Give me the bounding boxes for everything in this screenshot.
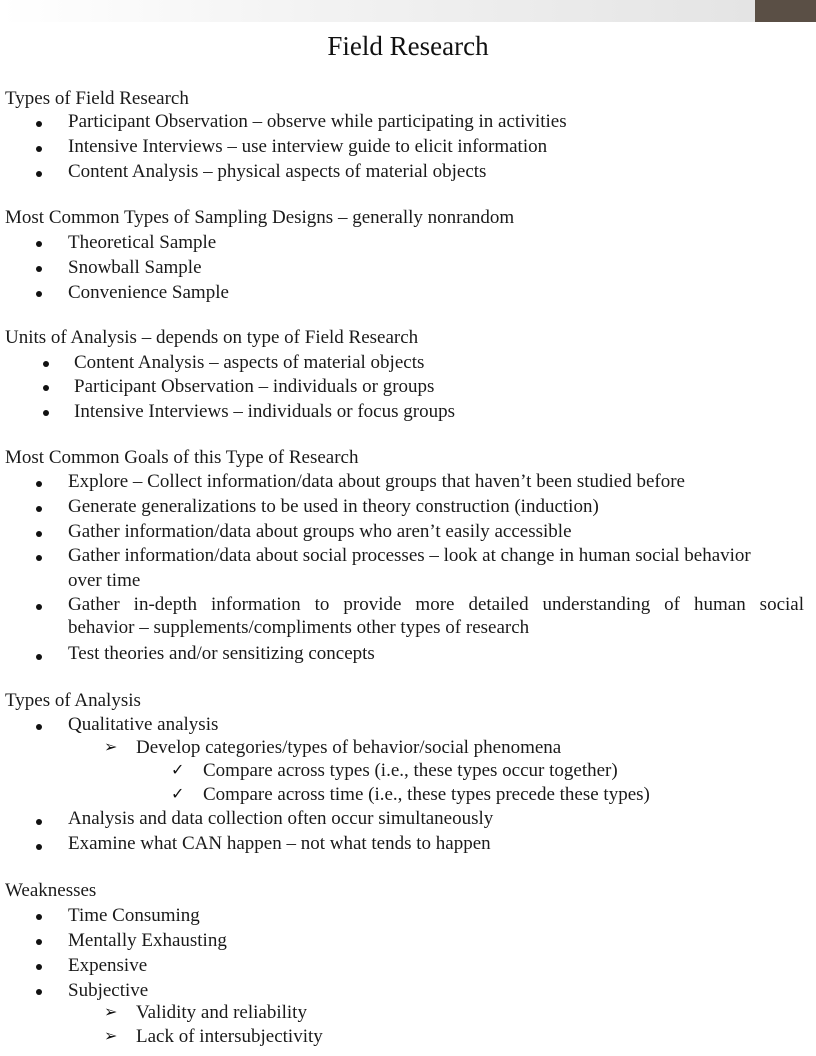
section-heading: Types of Field Research (5, 88, 189, 109)
checkmark-icon: ✓ (171, 762, 185, 779)
top-band (0, 0, 755, 22)
arrowhead-bullet-icon: ➢ (104, 1004, 118, 1021)
section-heading: Weaknesses (5, 880, 97, 901)
list-item: Intensive Interviews – use interview guide to elicit information (68, 136, 548, 157)
bullet-icon (36, 989, 42, 995)
bullet-icon (43, 385, 49, 391)
bullet-icon (36, 819, 42, 825)
sub-list-item: Lack of intersubjectivity (136, 1026, 323, 1047)
sub-sub-list-item: Compare across types (i.e., these types occur together) (203, 760, 618, 781)
sub-list-item: Validity and reliability (136, 1002, 307, 1023)
list-item: Expensive (68, 955, 148, 976)
list-item: Explore – Collect information/data about groups that haven’t been studied before (68, 471, 685, 492)
list-item: Gather in-depth information to provide more detailed understanding of human social (68, 594, 804, 615)
bullet-icon (36, 241, 42, 247)
bullet-icon (36, 964, 42, 970)
page-title: Field Research (327, 31, 489, 61)
section-heading: Most Common Goals of this Type of Research (5, 447, 359, 468)
list-item: Gather information/data about groups who aren’t easily accessible (68, 521, 572, 542)
bullet-icon (36, 146, 42, 152)
list-item: Test theories and/or sensitizing concepts (68, 643, 375, 664)
list-item: Content Analysis – physical aspects of material objects (68, 161, 487, 182)
list-item: Analysis and data collection often occur simultaneously (68, 808, 494, 829)
list-item: Snowball Sample (68, 257, 202, 278)
bullet-icon (36, 724, 42, 730)
sub-list-item: Develop categories/types of behavior/social phenomena (136, 737, 562, 758)
bullet-icon (36, 506, 42, 512)
corner-block (755, 0, 816, 22)
bullet-icon (36, 844, 42, 850)
bullet-icon (36, 939, 42, 945)
list-item: Convenience Sample (68, 282, 229, 303)
bullet-icon (43, 361, 49, 367)
bullet-icon (36, 121, 42, 127)
list-item: Content Analysis – aspects of material objects (74, 352, 425, 373)
bullet-icon (36, 481, 42, 487)
bullet-icon (36, 171, 42, 177)
bullet-icon (36, 555, 42, 561)
section-heading: Types of Analysis (5, 690, 141, 711)
list-item: Gather information/data about social processes – look at change in human social behavior (68, 545, 751, 566)
list-item: Generate generalizations to be used in theory construction (induction) (68, 496, 599, 517)
list-item-continuation: behavior – supplements/compliments other types of research (68, 617, 530, 638)
list-item: Theoretical Sample (68, 232, 217, 253)
bullet-icon (36, 266, 42, 272)
bullet-icon (36, 914, 42, 920)
arrowhead-bullet-icon: ➢ (104, 1028, 118, 1045)
bullet-icon (36, 291, 42, 297)
section-heading: Most Common Types of Sampling Designs – generally nonrandom (5, 207, 515, 228)
arrowhead-bullet-icon: ➢ (104, 739, 118, 756)
list-item: Examine what CAN happen – not what tends to happen (68, 833, 491, 854)
sub-sub-list-item: Compare across time (i.e., these types precede these types) (203, 784, 650, 805)
list-item-continuation: over time (68, 570, 141, 591)
list-item: Subjective (68, 980, 149, 1001)
list-item: Participant Observation – individuals or groups (74, 376, 435, 397)
bullet-icon (43, 410, 49, 416)
checkmark-icon: ✓ (171, 786, 185, 803)
bullet-icon (36, 654, 42, 660)
list-item: Mentally Exhausting (68, 930, 227, 951)
list-item: Participant Observation – observe while participating in activities (68, 111, 567, 132)
list-item: Time Consuming (68, 905, 200, 926)
bullet-icon (36, 531, 42, 537)
section-heading: Units of Analysis – depends on type of Field Research (5, 327, 419, 348)
list-item: Intensive Interviews – individuals or focus groups (74, 401, 455, 422)
bullet-icon (36, 604, 42, 610)
list-item: Qualitative analysis (68, 714, 219, 735)
